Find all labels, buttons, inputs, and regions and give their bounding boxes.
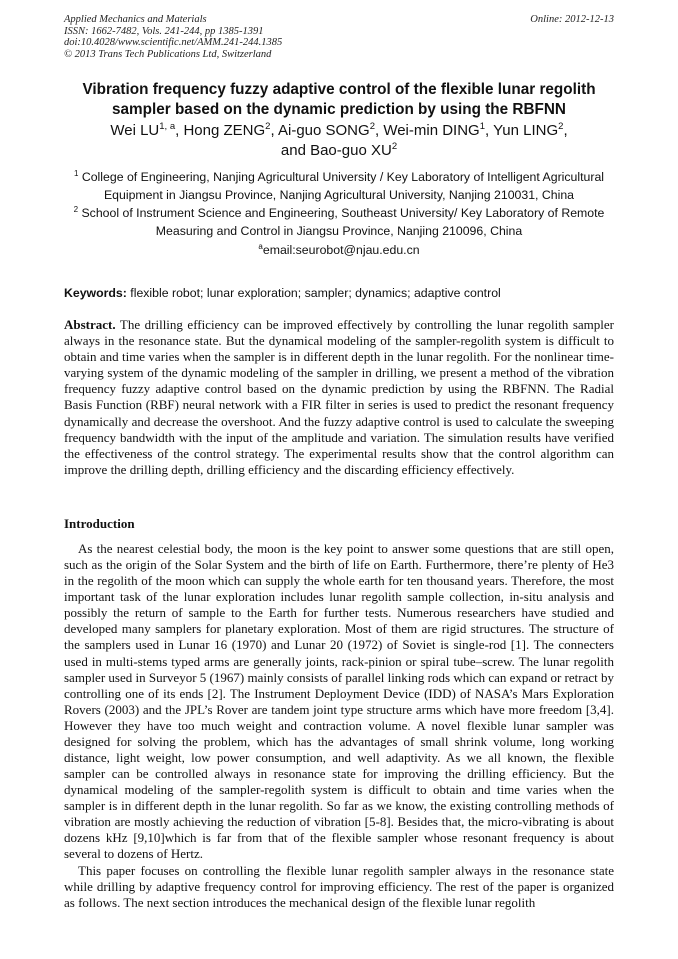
journal-header: [64, 14, 614, 60]
doi-line: doi:10.4028/www.scientific.net/AMM.241-244.1385: [64, 37, 283, 49]
paragraph: As the nearest celestial body, the moon is the key point to answer some questions that are still open, such as the origin of the Solar System and the birth of life on Earth. Furthermore, there’re plenty of He3 in the regolith of the moon which can supply the whole earth for ten thousand years. Therefore, the most important task of the lunar exploration includes lunar regolith sample collection, in-situ analysis and possibly the return of sample to the Earth for further tests. Numerous researchers have studied and developed many samplers for planetary exploration. Most of them are rigid structures. The structure of the samplers used in Lunar 16 (1970) and Lunar 20 (1972) of Soviet is single-rod [1]. The connecters used in multi-stems typed arms are generally joints, rack-pinion or spiral tube–screw. The lunar regolith sampler used in Surveyor 5 (1967) mainly consists of parallel linking rods which can expand or retract by controlling one of its ends [2]. The Instrument Deployment Device (IDD) of NASA’s Mars Exploration Rovers (2003) and the JPL’s Rover are tandem joint type structure arms which have more freedom [3,4]. However they have too much weight and contraction volume. A novel flexible lunar sampler was designed for solving the problem, which has the advantages of small shrink volume, long working distance, light weight, low power consumption, and well adaptivity. As we all known, the flexible sampler can be controlled always in resonance state for improving the drilling efficiency. But the dynamical modeling of the sampler-regolith system is difficult to obtain and time varies when the sampler is in different depth in the lunar regolith. So far as we know, the existing controlling methods of vibration are mostly achieving the reduction of vibration [5-8]. Besides that, the micro-vibrating is about dozens kHz [9,10]which is far from that of the flexible sampler whose resonant frequency is about several to dozens of Hertz.: [64, 541, 614, 862]
keywords-text: flexible robot; lunar exploration; sampler; dynamics; adaptive control: [130, 286, 501, 300]
section-heading-introduction: Introduction: [64, 516, 135, 531]
author-list: [56, 121, 622, 161]
journal-name: Applied Mechanics and Materials: [64, 14, 207, 25]
copyright-line: © 2013 Trans Tech Publications Ltd, Switzerland: [64, 48, 272, 60]
affiliation-2: $^2$ School of Instrument Science and Engineering, Southeast University/ Key Laboratory of Remote Measuring and Control in Jiangsu Province, Nanjing 210096, China: [73, 204, 605, 238]
author: Wei LU$^{1, a}$,: [110, 121, 184, 139]
author: Yun LING$^2$,: [493, 121, 568, 139]
author: Wei-min DING$^1$,: [383, 121, 494, 139]
online-date: Online: 2012-12-13: [530, 14, 614, 25]
author: Hong ZENG$^2$,: [183, 121, 278, 139]
affiliation-1: $^1$ College of Engineering, Nanjing Agricultural University / Key Laboratory of Intelligent Agricultural Equipment in Jiangsu Province, Nanjing Agricultural University, Nanjing 210031, China: [73, 168, 605, 202]
abstract-text: The drilling efficiency can be improved effectively by controlling the lunar regolith sampler always in the resonance state. But the dynamical modeling of the sampler-regolith system is difficult to obtain and time varies when the sampler is in different depth in the lunar regolith. For the nonlinear time-varying system of the dynamic modeling of the sampler in drilling, we present a method of the vibration frequency fuzzy adaptive control based on the dynamic prediction by using the RBFNN. The Radial Basis Function (RBF) neural network with a FIR filter in series is used to predict the resonant frequency dynamically and decrease the overshoot. And the fuzzy adaptive control is used to calculate the sweeping frequency bandwidth with the input of the amplitude and variation. The simulation results have verified the effectiveness of the control strategy. The experimental results show that the control algorithm can improve the drilling depth, drilling efficiency and the discarding efficiency effectively.: [64, 317, 614, 477]
email-line: $^a$email:seurobot@njau.edu.cn: [258, 241, 420, 257]
abstract-label: Abstract.: [64, 317, 116, 332]
introduction-body: [64, 541, 614, 911]
paragraph: This paper focuses on controlling the flexible lunar regolith sampler always in the resonance state while drilling by adaptive frequency control for improving efficiency. The rest of the paper is organized as follows. The next section introduces the mechanical design of the flexible lunar regolith: [64, 862, 614, 910]
paper-title: Vibration frequency fuzzy adaptive control of the flexible lunar regolith sampler based on the dynamic prediction by using the RBFNN: [82, 81, 596, 118]
keywords: [64, 285, 616, 301]
author: and Bao-guo $XU^2$: [280, 141, 398, 159]
email-address: email:seurobot@njau.edu.cn: [262, 243, 420, 257]
keywords-label: Keywords:: [64, 286, 127, 300]
issn-line: ISSN: 1662-7482, Vols. 241-244, pp 1385-1391: [64, 25, 264, 37]
abstract: [64, 317, 614, 478]
author: Ai-guo SONG$^2$,: [277, 121, 384, 139]
